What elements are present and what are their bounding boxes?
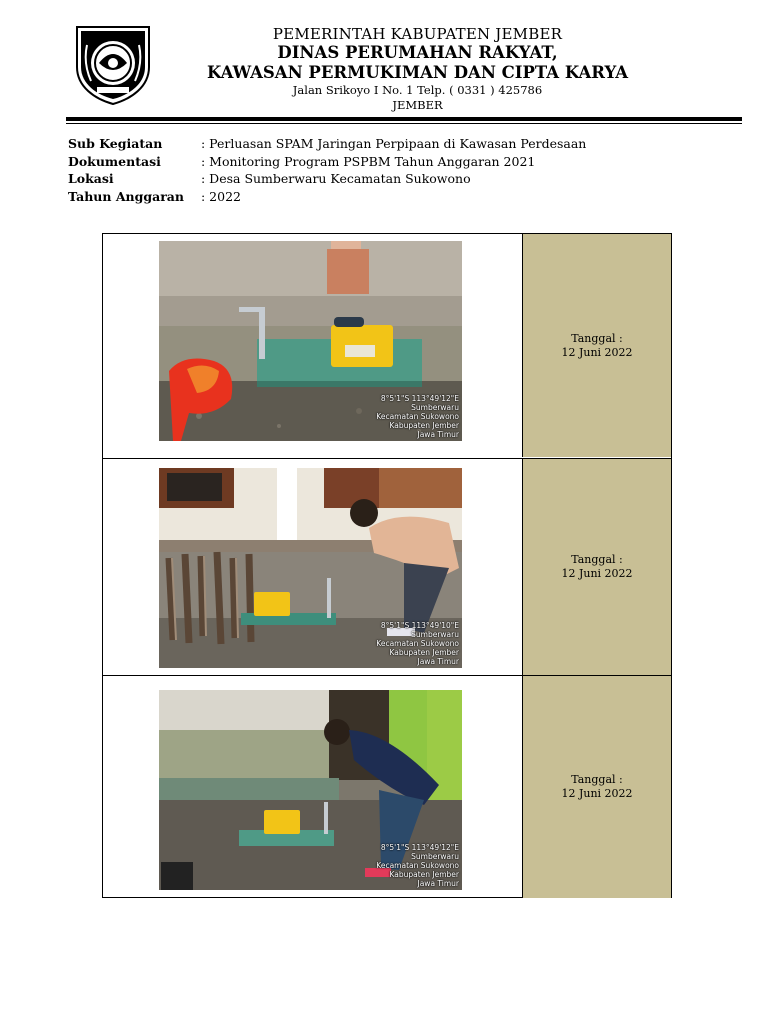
table-row [103,234,671,457]
info-row-dokumentasi [68,153,586,171]
info-value: : Perluasan SPAM Jaringan Perpipaan di Kawasan Perdesaan [201,136,587,151]
agency-name-line1: DINAS PERUMAHAN RAKYAT, [277,43,558,62]
date-label: Tanggal : [571,553,623,566]
header-divider-thin [66,123,742,124]
date-cell [523,459,671,675]
header-divider-thick [66,117,742,121]
agency-parent: PEMERINTAH KABUPATEN JEMBER [272,25,563,43]
table-row [103,458,671,675]
geotag-stamp: 8°5'1"S 113°49'12"E Sumberwaru Kecamatan Sukowono Kabupaten Jember Jawa Timur [376,394,459,439]
table-row [103,675,671,898]
info-value: : Monitoring Program PSPBM Tahun Anggaran 2021 [201,153,536,169]
info-key: Sub Kegiatan [68,136,163,151]
photo-water-meter-2 [159,468,462,668]
photo-cell [103,459,523,675]
info-row-tahun-anggaran [68,188,586,206]
date-cell [523,676,671,898]
photo-cell [103,676,523,898]
letterhead [0,0,768,125]
info-row-sub-kegiatan [68,135,586,153]
info-key: Dokumentasi [68,153,161,169]
date-value: 12 Juni 2022 [561,345,633,359]
date-value: 12 Juni 2022 [561,567,633,580]
photo-water-meter-3 [159,690,462,890]
info-row-lokasi [68,170,586,188]
date-value: 12 Juni 2022 [561,787,633,800]
info-key: Tahun Anggaran [68,188,184,204]
date-label: Tanggal : [571,773,623,786]
photo-water-meter-1 [159,241,462,441]
photo-cell [103,234,523,457]
info-value: : 2022 [201,188,241,204]
documentation-table [102,233,672,898]
info-key: Lokasi [68,171,114,186]
agency-name-line2: KAWASAN PERMUKIMAN DAN CIPTA KARYA [206,63,629,82]
geotag-stamp: 8°5'1"S 113°49'10"E Sumberwaru Kecamatan Sukowono Kabupaten Jember Jawa Timur [376,621,459,666]
date-label: Tanggal : [571,331,623,345]
agency-city: JEMBER [392,98,443,112]
agency-address: Jalan Srikoyo I No. 1 Telp. ( 0331 ) 425786 [292,83,543,97]
jember-emblem-icon [73,25,153,105]
project-info [68,135,586,205]
date-cell [523,234,671,457]
info-value: : Desa Sumberwaru Kecamatan Sukowono [201,171,471,186]
geotag-stamp: 8°5'1"S 113°49'12"E Sumberwaru Kecamatan Sukowono Kabupaten Jember Jawa Timur [376,843,459,888]
